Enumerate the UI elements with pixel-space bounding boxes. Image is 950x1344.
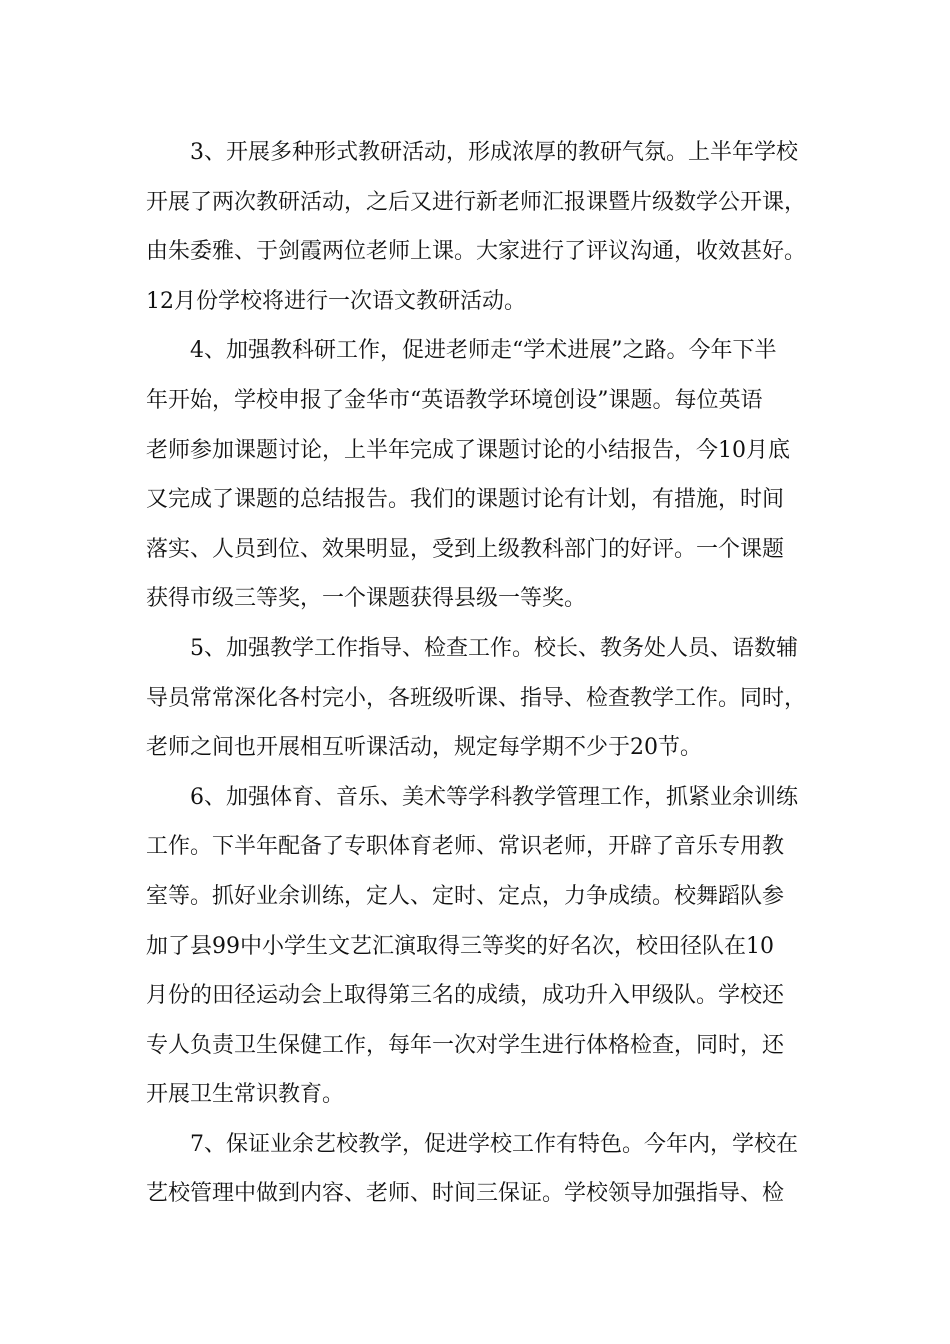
paragraph-5-line-1: 5、加强教学工作指导、检查工作。校长、教务处人员、语数辅 (190, 635, 798, 661)
paragraph-4-line-6: 获得市级三等奖，一个课题获得县级一等奖。 (146, 586, 587, 612)
paragraph-6-line-2: 工作。下半年配备了专职体育老师、常识老师，开辟了音乐专用教 (146, 834, 785, 860)
paragraph-4-line-3: 老师参加课题讨论，上半年完成了课题讨论的小结报告，今10月底 (146, 437, 790, 463)
paragraph-7-line-1: 7、保证业余艺校教学，促进学校工作有特色。今年内，学校在 (190, 1131, 798, 1157)
paragraph-3-line-2: 开展了两次教研活动，之后又进行新老师汇报课暨片级数学公开课， (146, 189, 807, 215)
paragraph-6-line-3: 室等。抓好业余训练，定人、定时、定点，力争成绩。校舞蹈队参 (146, 883, 785, 909)
paragraph-5-line-3: 老师之间也开展相互听课活动，规定每学期不少于20节。 (146, 735, 702, 761)
paragraph-4-line-1: 4、加强教科研工作，促进老师走“学术进展”之路。今年下半 (190, 338, 777, 364)
document-body (146, 128, 836, 1219)
paragraph-3-line-3: 由朱委雅、于剑霞两位老师上课。大家进行了评议沟通，收效甚好。 (146, 239, 807, 265)
paragraph-6-line-6: 专人负责卫生保健工作，每年一次对学生进行体格检查，同时，还 (146, 1032, 785, 1058)
paragraph-4-line-5: 落实、人员到位、效果明显，受到上级教科部门的好评。一个课题 (146, 536, 785, 562)
paragraph-4-line-2: 年开始，学校申报了金华市“英语教学环境创设”课题。每位英语 (146, 387, 763, 413)
paragraph-6-line-5: 月份的田径运动会上取得第三名的成绩，成功升入甲级队。学校还 (146, 983, 785, 1009)
paragraph-3-line-1: 3、开展多种形式教研活动，形成浓厚的教研气氛。上半年学校 (190, 140, 798, 165)
paragraph-6-line-1: 6、加强体育、音乐、美术等学科教学管理工作，抓紧业余训练 (190, 784, 798, 810)
paragraph-4-line-4: 又完成了课题的总结报告。我们的课题讨论有计划，有措施，时间 (146, 487, 785, 513)
paragraph-5-line-2: 导员常常深化各村完小，各班级听课、指导、检查教学工作。同时， (146, 685, 807, 711)
paragraph-6-line-7: 开展卫生常识教育。 (146, 1082, 345, 1108)
paragraph-7-line-2: 艺校管理中做到内容、老师、时间三保证。学校领导加强指导、检 (146, 1181, 785, 1207)
paragraph-3-line-4: 12月份学校将进行一次语文教研活动。 (146, 288, 526, 314)
paragraph-6-line-4: 加了县99中小学生文艺汇演取得三等奖的好名次，校田径队在10 (146, 933, 774, 959)
